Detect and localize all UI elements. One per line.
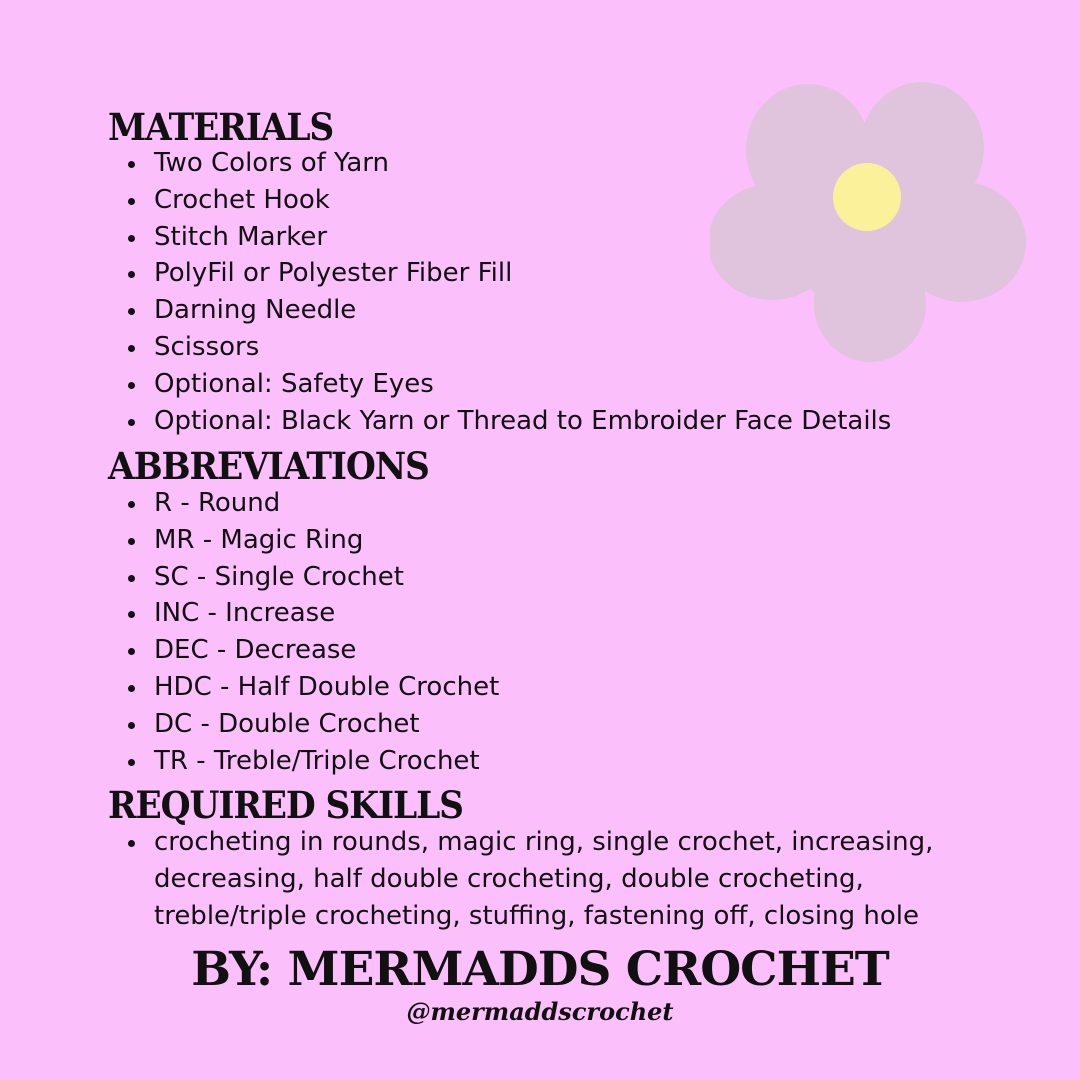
- skill-item: crocheting in rounds, magic ring, single crochet, increasing, decreasing, half double crocheting, double crocheting, treble/triple crocheting, stuffing, fastening off, closing hole: [108, 824, 994, 934]
- social-handle: @mermaddscrochet: [406, 997, 674, 1026]
- material-item: Two Colors of Yarn: [108, 145, 891, 182]
- abbreviation-item: INC - Increase: [108, 595, 499, 632]
- abbreviation-item: R - Round: [108, 485, 499, 522]
- material-item: Optional: Black Yarn or Thread to Embroider Face Details: [108, 403, 891, 440]
- abbreviation-item: HDC - Half Double Crochet: [108, 669, 499, 706]
- abbreviation-item: DEC - Decrease: [108, 632, 499, 669]
- materials-heading: MATERIALS: [108, 105, 334, 149]
- abbreviations-heading: ABBREVIATIONS: [108, 444, 429, 488]
- required-skills-heading: REQUIRED SKILLS: [108, 783, 463, 827]
- materials-list: [108, 145, 891, 439]
- abbreviation-item: TR - Treble/Triple Crochet: [108, 743, 499, 780]
- abbreviation-item: MR - Magic Ring: [108, 522, 499, 559]
- required-skills-list: [108, 824, 994, 934]
- material-item: Crochet Hook: [108, 182, 891, 219]
- material-item: Scissors: [108, 329, 891, 366]
- abbreviations-list: [108, 485, 499, 779]
- material-item: Darning Needle: [108, 292, 891, 329]
- abbreviation-item: SC - Single Crochet: [108, 559, 499, 596]
- material-item: Stitch Marker: [108, 219, 891, 256]
- abbreviation-item: DC - Double Crochet: [108, 706, 499, 743]
- material-item: PolyFil or Polyester Fiber Fill: [108, 255, 891, 292]
- byline: BY: MERMADDS CROCHET: [191, 942, 889, 997]
- material-item: Optional: Safety Eyes: [108, 366, 891, 403]
